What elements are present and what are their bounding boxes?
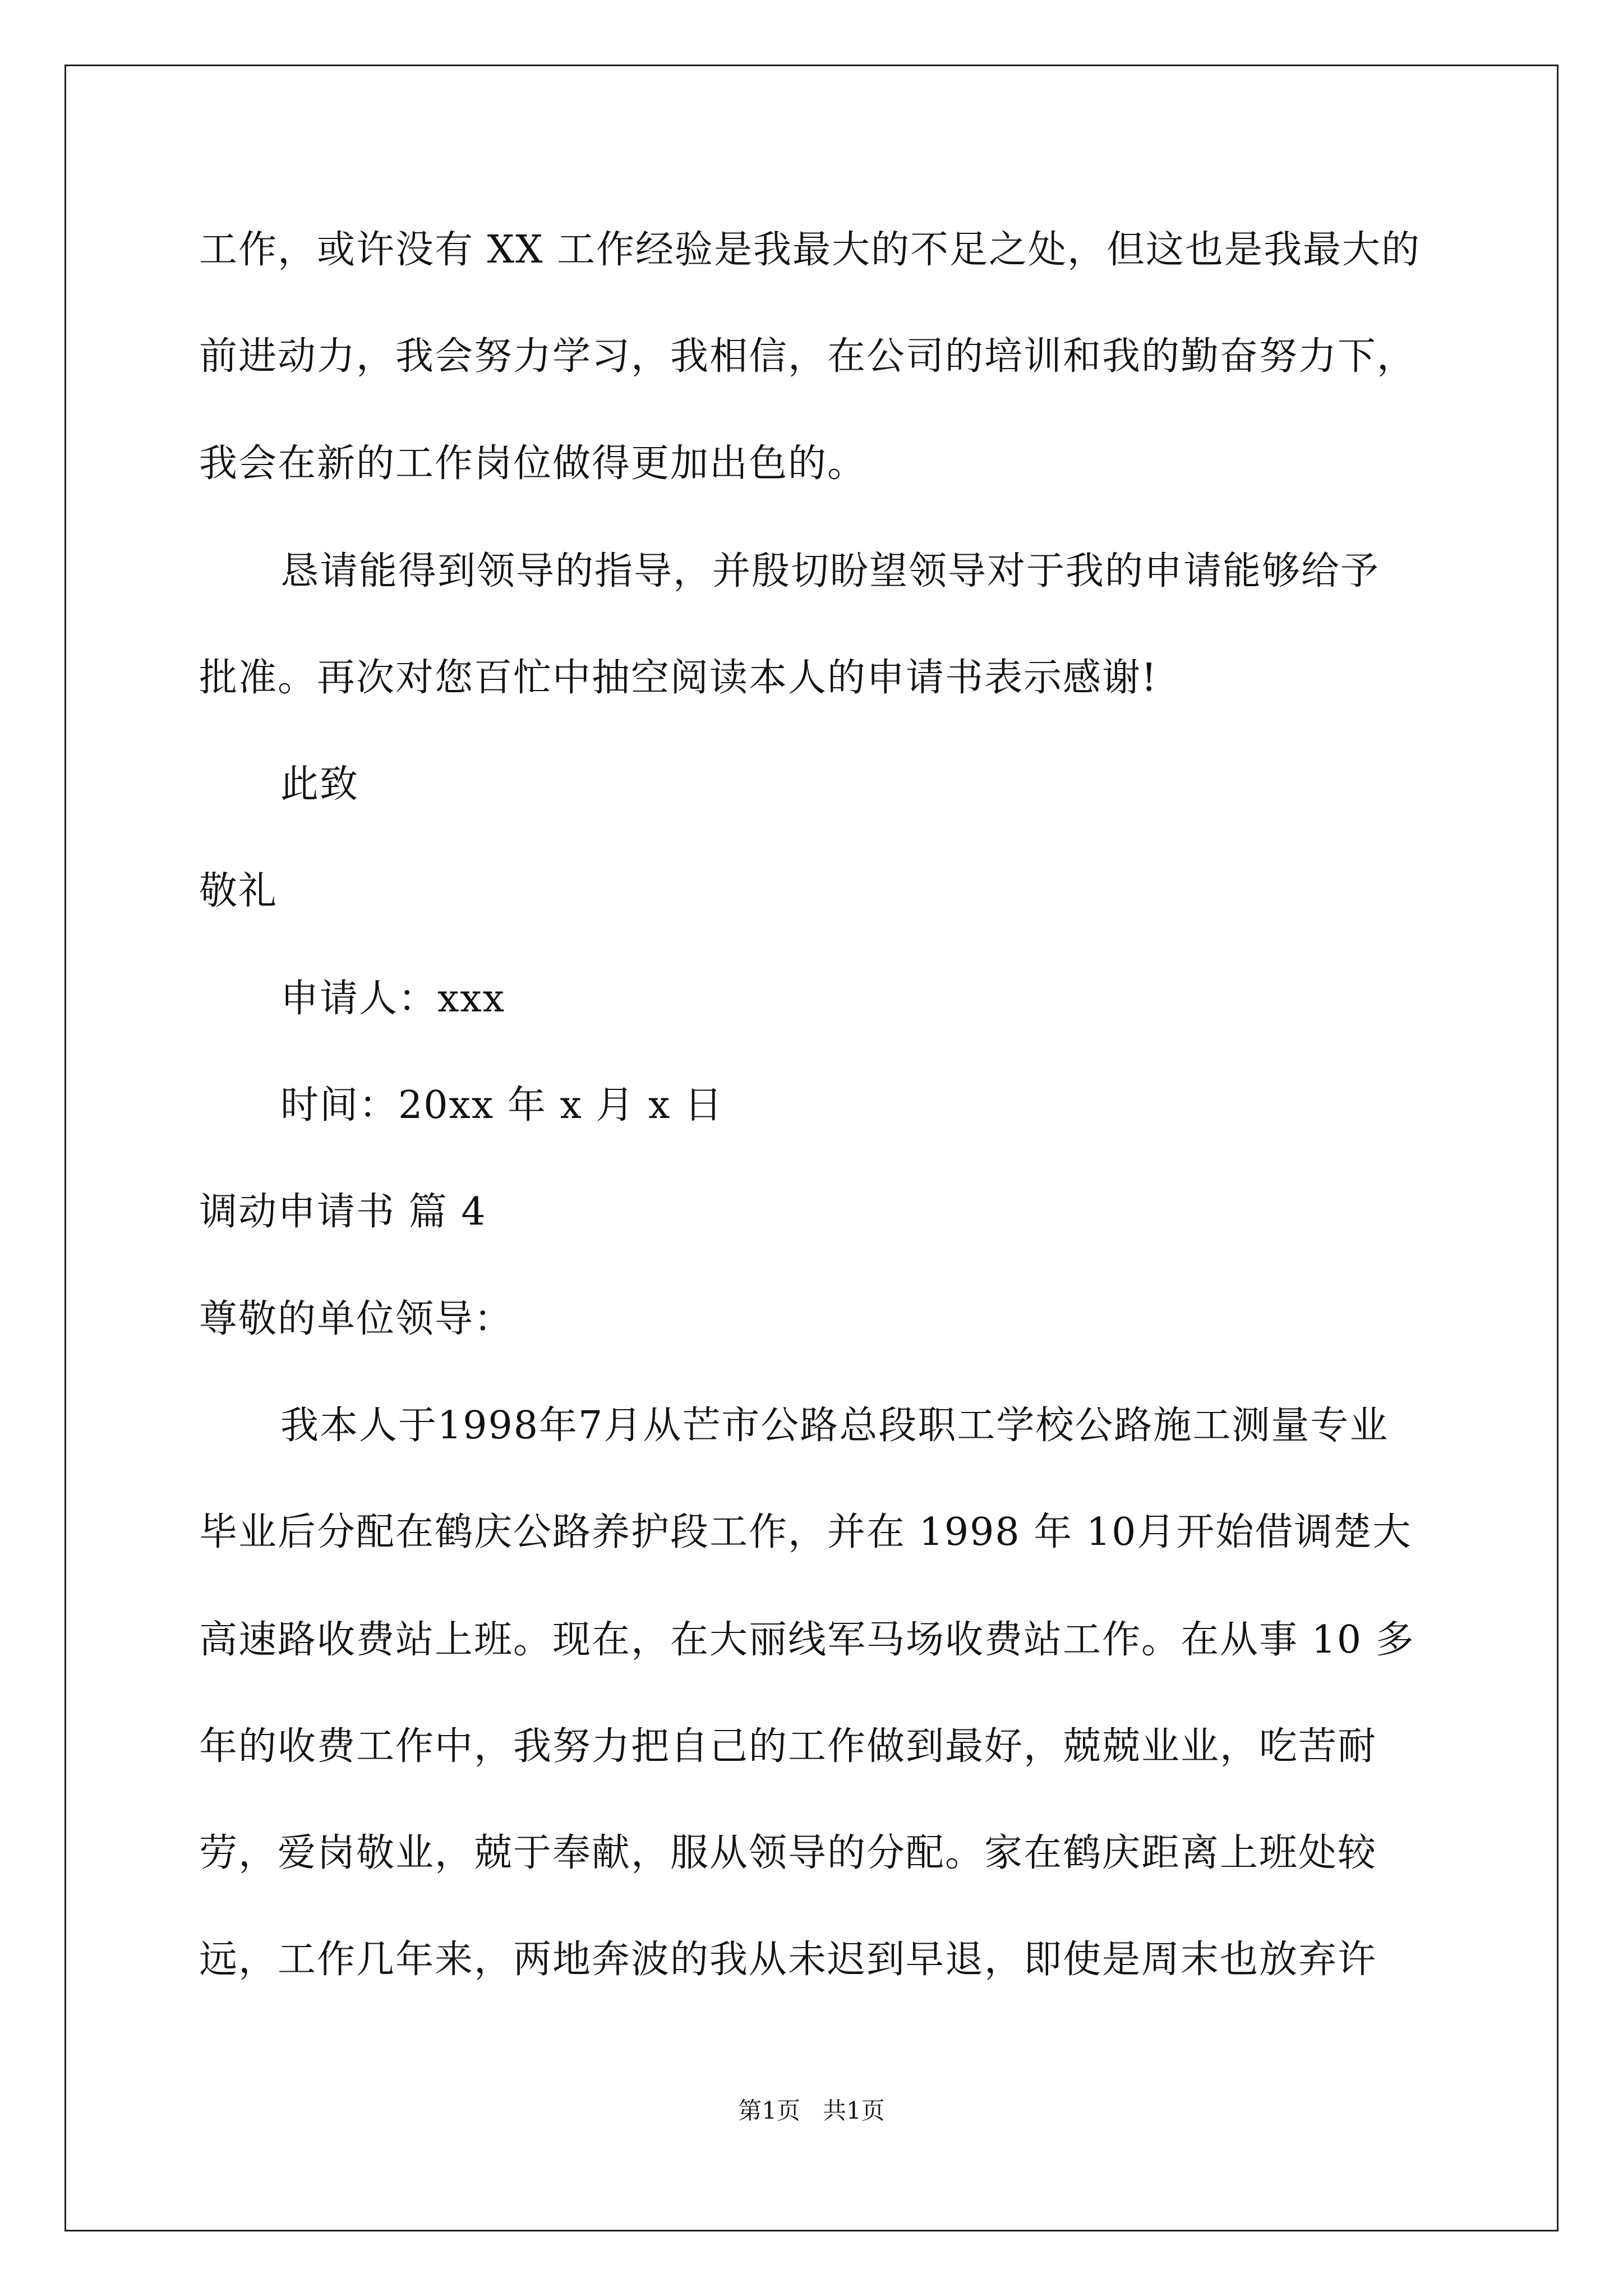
closing-regards: 敬礼 (199, 869, 278, 913)
body-line-11: 远，工作几年来，两地奔波的我从未迟到早退，即使是周末也放弃许 (199, 1938, 1377, 1982)
body-line-6: 我本人于1998年7月从芒市公路总段职工学校公路施工测量专业 (280, 1404, 1389, 1448)
closing-salutation: 此致 (280, 762, 359, 807)
body-line-3: 我会在新的工作岗位做得更加出色的。 (199, 441, 867, 486)
body-line-9: 年的收费工作中，我努力把自己的工作做到最好，兢兢业业，吃苦耐 (199, 1724, 1377, 1769)
body-line-5: 批准。再次对您百忙中抽空阅读本人的申请书表示感谢! (199, 656, 1158, 700)
page-border (64, 65, 1559, 2231)
body-line-1: 工作，或许没有 XX 工作经验是我最大的不足之处，但这也是我最大的 (199, 228, 1421, 272)
body-line-4: 恳请能得到领导的指导，并殷切盼望领导对于我的申请能够给予 (280, 549, 1380, 593)
body-line-2: 前进动力，我会努力学习，我相信，在公司的培训和我的勤奋努力下， (199, 334, 1417, 379)
section-title: 调动申请书 篇 4 (199, 1190, 487, 1234)
applicant-line: 申请人：xxx (280, 977, 506, 1021)
date-line: 时间：20xx 年 x 月 x 日 (280, 1083, 724, 1128)
body-line-10: 劳，爱岗敬业，兢于奉献，服从领导的分配。家在鹤庆距离上班处较 (199, 1831, 1377, 1875)
body-line-8: 高速路收费站上班。现在，在大丽线军马场收费站工作。在从事 10 多 (199, 1618, 1415, 1662)
body-line-7: 毕业后分配在鹤庆公路养护段工作，并在 1998 年 10月开始借调楚大 (199, 1510, 1412, 1554)
greeting-line: 尊敬的单位领导： (199, 1297, 514, 1341)
page-footer: 第1页 共1页 (738, 2097, 885, 2124)
